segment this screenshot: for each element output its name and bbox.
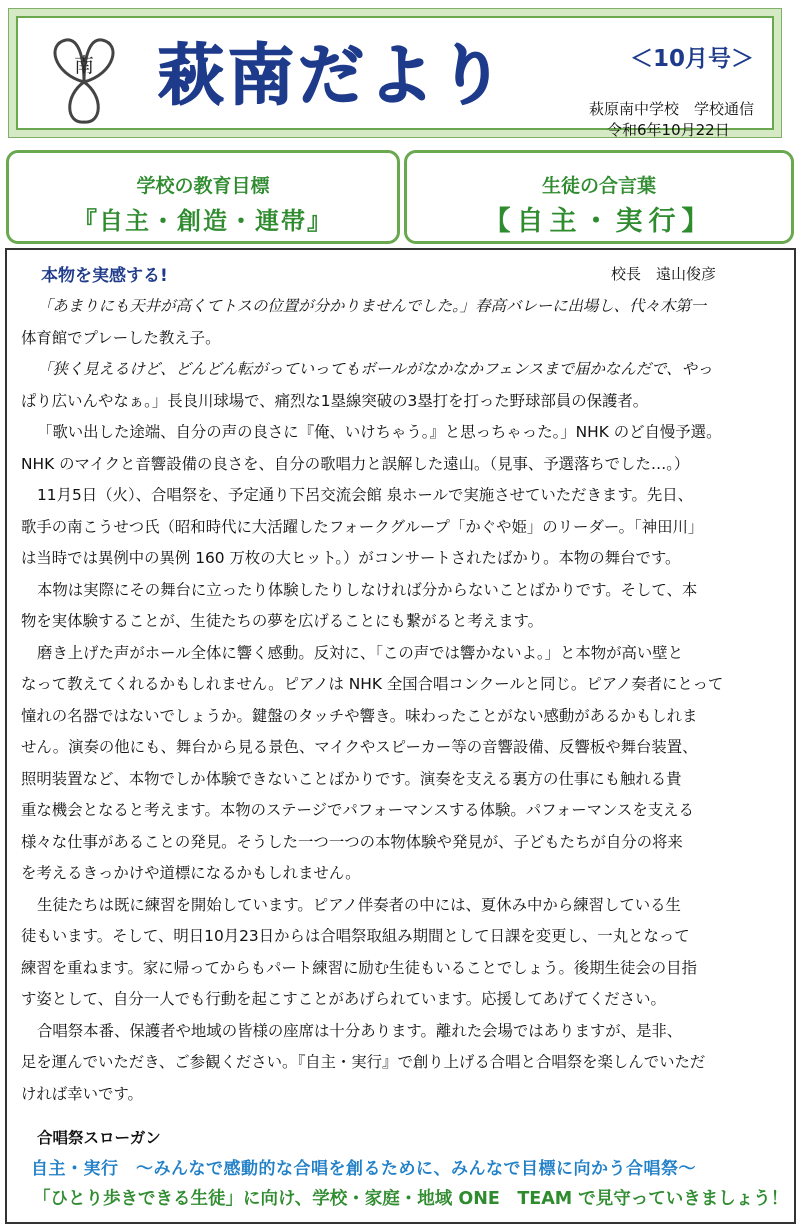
chorus-slogan: 自主・実行 ～みんなで感動的な合唱を創るために、みんなで目標に向かう合唱祭～ [31,1159,696,1179]
article-line: す姿として、自分一人でも行動を起こすことがあげられています。応援してあげてください。 [21,990,666,1008]
article-line: 磨き上げた声がホール全体に響く感動。反対に、「この声では響かないよ。」と本物が高い壁と [37,643,684,662]
article-line: 照明装置など、本物でしか体験できないことばかりです。演奏を支える裏方の仕事にも触れる貴 [21,769,682,788]
article-line: 本物は実際にその舞台に立ったり体験したりしなければ分からないことばかりです。そして、本 [37,580,698,599]
article-line: 合唱祭本番、保護者や地域の皆様の座席は十分あります。離れた会場ではありますが、是非、 [37,1021,683,1040]
education-goal-box [6,150,400,244]
article-line: 様々な仕事があることの発見。そうした一つ一つの本物体験や発見が、子どもたちが自分の将来 [21,832,683,851]
article-line: 「あまりにも天井が高くてトスの位置が分かりませんでした。」春高バレーに出場し、代々木第一 [37,297,707,315]
newsletter-title: 萩南だより [158,37,508,114]
article-line: 重な機会となると考えます。本物のステージでパフォーマンスする体験。パフォーマンスを支える [21,801,694,819]
article-line: 憧れの名器ではないでしょうか。鍵盤のタッチや響き。味わったことがない感動があるかもしれま [21,706,698,725]
slogan-label: 合唱祭スローガン [37,1129,161,1147]
article-line: 生徒たちは既に練習を開始しています。ピアノ伴奏者の中には、夏休み中から練習している生 [37,895,681,914]
header-inner [16,16,774,139]
school-emblem-icon [44,34,124,126]
principal-article [5,248,796,1224]
student-motto-box [404,150,794,244]
article-line: 11月5日（火）、合唱祭を、予定通り下呂交流会館 泉ホールで実施させていただきます。先日、 [37,486,694,504]
closing-message: 「ひとり歩きできる生徒」に向け、学校・家庭・地域 ONE TEAM で見守っていきましょう！ [33,1189,789,1209]
education-goal-title: 学校の教育目標 [136,175,270,197]
article-line: ぱり広いんやなぁ。」長良川球場で、痛烈な1塁線突破の3塁打を打った野球部員の保護者。 [21,391,649,410]
article-line: は当時では異例中の異例 160 万枚の大ヒット。）がコンサートされたばかり。本物の舞台です。 [21,549,681,567]
article-line: NHK のマイクと音響設備の良さを、自分の歌唱力と誤解した遠山。（見事、予選落ちでした…。） [21,454,690,473]
article-line: 物を実体験することが、生徒たちの夢を広げることにも繋がると考えます。 [21,612,544,630]
education-goal-motto: 『自主・創造・連帯』 [73,207,333,235]
article-line: せん。演奏の他にも、舞台から見る景色、マイクやスピーカー等の音響設備、反響板や舞台装置、 [21,738,698,756]
student-motto: 【自主・実行】 [483,206,715,237]
article-line: 徒もいます。そして、明日10月23日からは合唱祭取組み期間として日課を変更し、一丸となって [21,927,690,945]
issue-label: ＜10月号＞ [630,46,755,72]
student-motto-title: 生徒の合言葉 [541,175,656,197]
article-line: 練習を重ねます。家に帰ってからもパート練習に励む生徒もいることでしょう。後期生徒会の目指 [21,958,697,977]
article-line: ければ幸いです。 [21,1084,143,1103]
article-line: 歌手の南こうせつ氏（昭和時代に大活躍したフォークグループ「かぐや姫」のリーダー。「神田川」 [21,517,704,536]
article-line: 体育館でプレーした教え子。 [21,328,221,347]
article-line: 足を運んでいただき、ご参観ください。『自主・実行』で創り上げる合唱と合唱祭を楽しんでいただ [21,1053,706,1071]
article-line: なって教えてくれるかもしれません。ピアノは NHK 全国合唱コンクールと同じ。ピアノ奏者にとって [21,675,724,693]
header-banner [8,8,782,138]
issue-date: 令和6年10月22日 [607,121,730,139]
article-line: 「歌い出した途端、自分の声の良さに『俺、いけちゃう。』と思っちゃった。」NHK のど自慢予選。 [37,423,722,441]
article-line: を考えるきっかけや道標になるかもしれません。 [21,864,361,882]
emblem-char: 南 [74,53,94,77]
article-author: 校長 遠山俊彦 [611,265,717,283]
school-name: 萩原南中学校 学校通信 [589,100,755,118]
article-title: 本物を実感する! [41,266,168,286]
article-line: 「狭く見えるけど、どんどん転がっていってもボールがなかなかフェンスまで届かなんだで、やっ [37,360,713,378]
